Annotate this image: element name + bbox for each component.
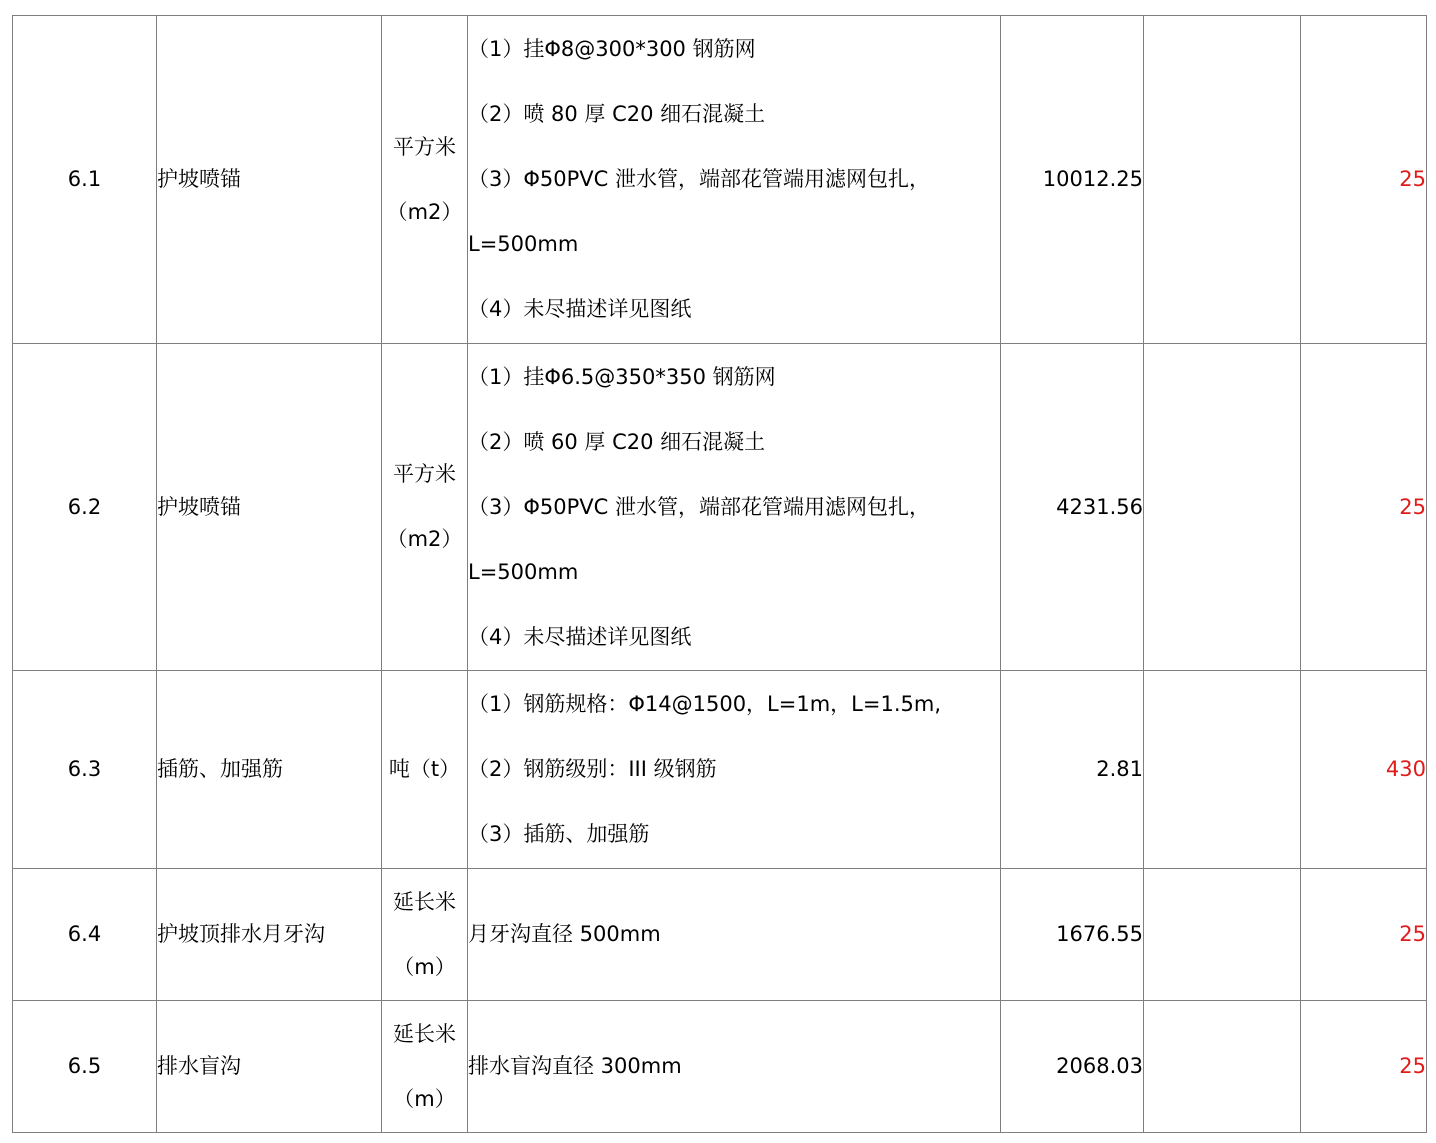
unit-line: （m2） <box>386 199 463 224</box>
unit-line: （m） <box>393 954 456 979</box>
item-number: 6.5 <box>13 1001 157 1133</box>
item-rate: 25 <box>1301 16 1427 344</box>
item-description <box>468 16 1001 344</box>
unit-line: 吨（t） <box>388 757 461 781</box>
unit-line: 延长米 <box>393 889 456 914</box>
item-price <box>1144 1001 1301 1133</box>
item-name: 排水盲沟 <box>157 1001 382 1133</box>
item-description <box>468 344 1001 671</box>
item-rate: 25 <box>1301 869 1427 1001</box>
item-rate: 25 <box>1301 1001 1427 1133</box>
item-rate: 430 <box>1301 671 1427 869</box>
item-unit <box>382 1001 468 1133</box>
description-line: （4）未尽描述详见图纸 <box>468 297 692 321</box>
description-line: （4）未尽描述详见图纸 <box>468 624 692 649</box>
item-price <box>1144 671 1301 869</box>
item-unit <box>382 16 468 344</box>
description-line: L=500mm <box>468 559 579 584</box>
table-row <box>13 1001 1427 1133</box>
description-line: （2）喷 80 厚 C20 细石混凝土 <box>468 102 766 126</box>
description-line: （3）Φ50PVC 泄水管，端部花管端用滤网包扎， <box>468 167 930 191</box>
item-name: 护坡喷锚 <box>157 344 382 671</box>
description-line: （2）喷 60 厚 C20 细石混凝土 <box>468 429 766 454</box>
table-row <box>13 671 1427 869</box>
item-unit <box>382 344 468 671</box>
boq-table <box>12 15 1427 1133</box>
item-quantity: 1676.55 <box>1001 869 1144 1001</box>
item-price <box>1144 344 1301 671</box>
item-rate: 25 <box>1301 344 1427 671</box>
item-quantity: 2068.03 <box>1001 1001 1144 1133</box>
description-line: （1）挂Φ6.5@350*350 钢筋网 <box>468 364 776 389</box>
description-line: （2）钢筋级别：III 级钢筋 <box>468 757 717 781</box>
item-quantity: 2.81 <box>1001 671 1144 869</box>
unit-line: （m2） <box>386 527 463 551</box>
table-row <box>13 869 1427 1001</box>
item-name: 护坡喷锚 <box>157 16 382 344</box>
description-line: （3）Φ50PVC 泄水管，端部花管端用滤网包扎， <box>468 494 930 519</box>
item-number: 6.1 <box>13 16 157 344</box>
item-description <box>468 869 1001 1001</box>
description-line: （1）钢筋规格：Φ14@1500，L=1m，L=1.5m, <box>468 692 941 716</box>
item-price <box>1144 869 1301 1001</box>
unit-line: 延长米 <box>393 1021 456 1046</box>
description-line: （1）挂Φ8@300*300 钢筋网 <box>468 37 756 61</box>
item-description <box>468 671 1001 869</box>
item-name: 插筋、加强筋 <box>157 671 382 869</box>
description-line: （3）插筋、加强筋 <box>468 822 650 846</box>
item-description <box>468 1001 1001 1133</box>
table-row <box>13 16 1427 344</box>
description-line: L=500mm <box>468 232 579 256</box>
item-unit <box>382 869 468 1001</box>
item-quantity: 4231.56 <box>1001 344 1144 671</box>
table-row <box>13 344 1427 671</box>
item-name: 护坡顶排水月牙沟 <box>157 869 382 1001</box>
item-number: 6.4 <box>13 869 157 1001</box>
unit-line: 平方米 <box>393 462 456 486</box>
item-price <box>1144 16 1301 344</box>
item-quantity: 10012.25 <box>1001 16 1144 344</box>
description-line: 月牙沟直径 500mm <box>468 922 661 946</box>
description-line: 排水盲沟直径 300mm <box>468 1054 682 1078</box>
item-unit <box>382 671 468 869</box>
item-number: 6.3 <box>13 671 157 869</box>
unit-line: （m） <box>393 1086 456 1111</box>
unit-line: 平方米 <box>393 134 456 159</box>
item-number: 6.2 <box>13 344 157 671</box>
